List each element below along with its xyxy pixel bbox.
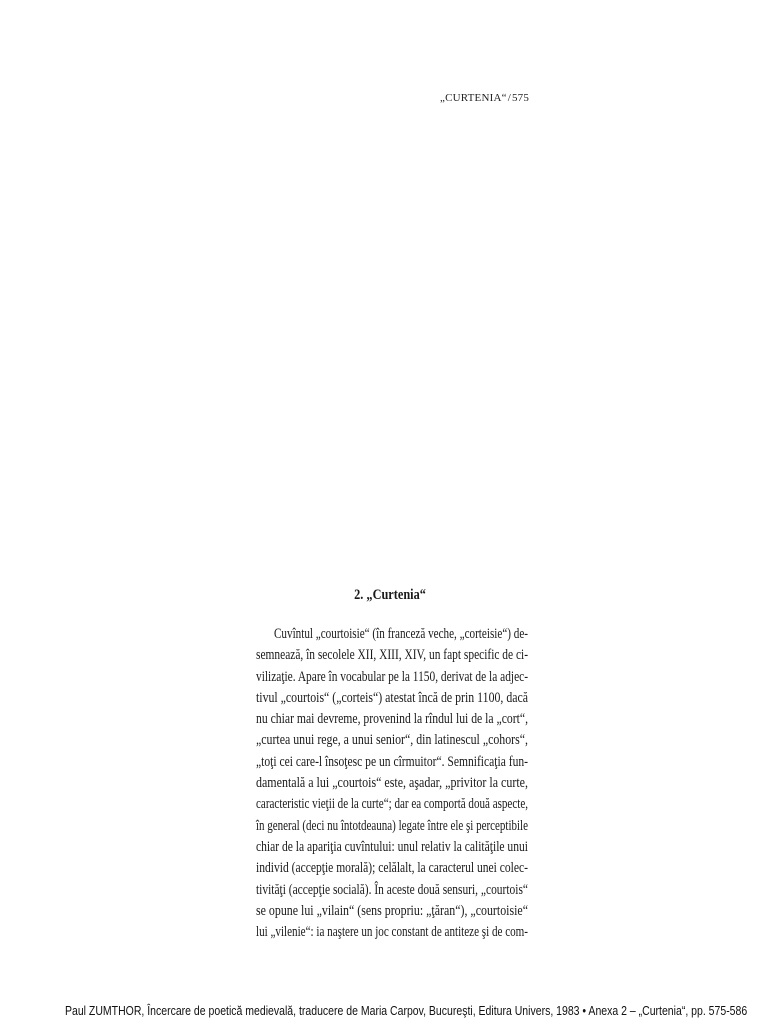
body-line-text: semnează, în secolele XII, XIII, XIV, un fapt specific de ci- xyxy=(256,647,528,664)
chapter-title: 2. „Curtenia“ xyxy=(354,587,426,603)
body-line-text: „curtea unui rege, a unui senior“, din latinescul „cohors“, xyxy=(256,732,528,749)
running-header xyxy=(440,92,528,104)
running-header-separator: / xyxy=(507,92,511,104)
body-line xyxy=(256,816,528,837)
body-line-text: tivităţi (accepţie socială). În aceste două sensuri, „courtois“ xyxy=(256,881,528,898)
body-line xyxy=(256,837,528,858)
body-line xyxy=(256,880,528,901)
body-line-text: Cuvîntul „courtoisie“ (în franceză veche, „corteisie“) de- xyxy=(274,626,528,642)
body-line-text: vilizaţie. Apare în vocabular pe la 1150, derivat de la adjec- xyxy=(256,668,528,685)
body-line xyxy=(256,645,528,666)
footer-caption xyxy=(0,1004,768,1018)
body-line xyxy=(256,688,528,709)
body-line xyxy=(256,709,528,730)
body-text xyxy=(256,624,528,943)
page-number: 575 xyxy=(511,92,530,104)
body-line xyxy=(256,794,528,815)
body-line xyxy=(256,858,528,879)
body-line-text: damentală a lui „courtois“ este, aşadar, „privitor la curte, xyxy=(256,775,528,792)
body-line-text: individ (accepţie morală); celălalt, la caracterul unei colec- xyxy=(256,860,528,877)
body-line-text: „toţi cei care-l însoţesc pe un cîrmuitor“. Semnificaţia fun- xyxy=(256,753,528,770)
footer-caption-text: Paul ZUMTHOR, Încercare de poetică medievală, traducere de Maria Carpov, Bucureşti, Editura Univers, 1983 • Anexa 2 – „Curtenia“, pp. 575-586 xyxy=(64,1004,748,1018)
body-line xyxy=(256,624,528,645)
running-header-title: „CURTENIA“ xyxy=(440,92,507,104)
body-line xyxy=(256,922,528,943)
body-line-text: tivul „courtois“ („corteis“) atestat încă de prin 1100, dacă xyxy=(256,689,528,706)
body-line xyxy=(256,773,528,794)
body-line-text: se opune lui „vilain“ (sens propriu: „ţăran“), „courtoisie“ xyxy=(256,902,528,919)
body-line xyxy=(256,730,528,751)
body-line xyxy=(256,667,528,688)
body-line-text: caracteristic vieţii de la curte“; dar ea comportă două aspecte, xyxy=(256,796,528,813)
body-line-text: chiar de la apariţia cuvîntului: unul relativ la calităţile unui xyxy=(256,838,528,855)
body-line-text: lui „vilenie“: ia naştere un joc constant de antiteze şi de com- xyxy=(256,924,528,941)
body-line-text: în general (deci nu întotdeauna) legate între ele şi perceptibile xyxy=(256,817,528,834)
body-line xyxy=(256,901,528,922)
body-line-text: nu chiar mai devreme, provenind la rîndul lui de la „cort“, xyxy=(256,711,528,728)
body-line xyxy=(256,752,528,773)
